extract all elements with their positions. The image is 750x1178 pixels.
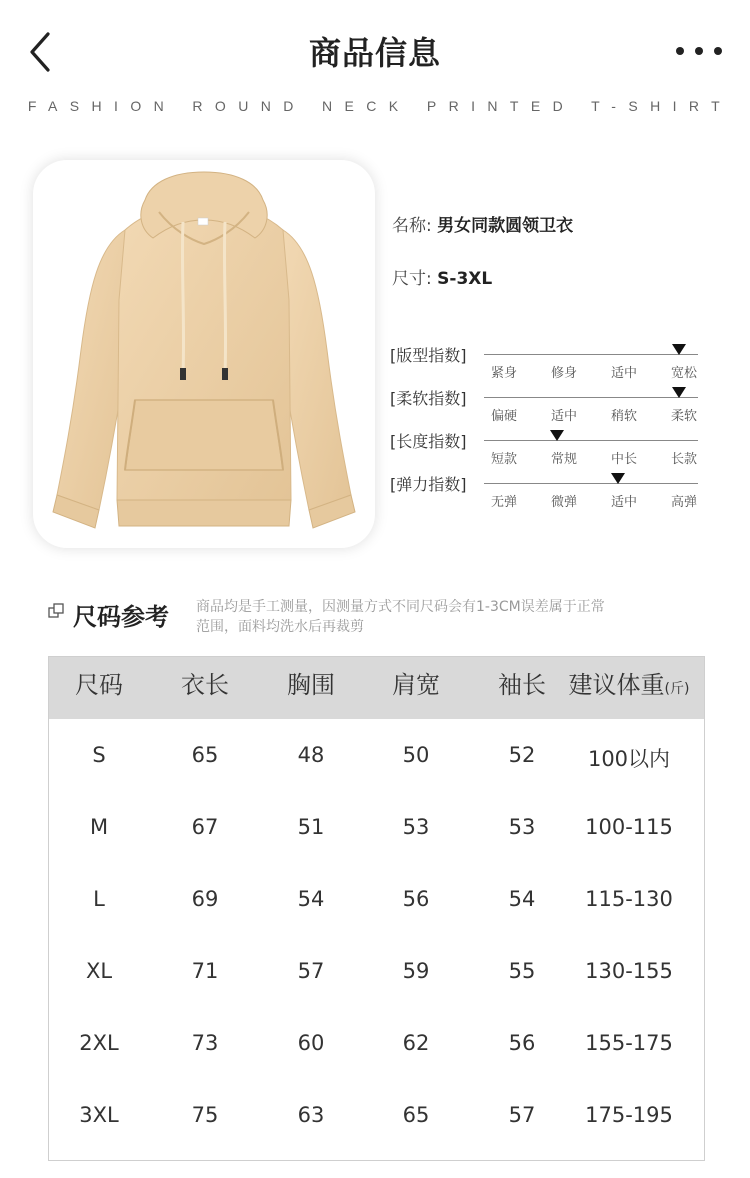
index-option: 稍软 bbox=[610, 409, 637, 424]
index-scale-line bbox=[484, 440, 698, 441]
table-cell: 48 bbox=[297, 743, 325, 767]
table-cell: 53 bbox=[508, 815, 536, 839]
index-option: 长款 bbox=[670, 452, 697, 467]
table-cell: 67 bbox=[191, 815, 219, 839]
table-cell: 62 bbox=[402, 1031, 430, 1055]
index-option: 中长 bbox=[610, 452, 637, 467]
product-name-value: 男女同款圆领卫衣 bbox=[437, 216, 574, 236]
index-scale bbox=[390, 472, 710, 512]
table-cell: 54 bbox=[297, 887, 325, 911]
table-cell: 56 bbox=[508, 1031, 536, 1055]
product-size bbox=[392, 264, 492, 289]
index-option: 短款 bbox=[490, 452, 517, 467]
table-cell: 115-130 bbox=[585, 887, 673, 911]
ruler-icon bbox=[48, 603, 64, 619]
index-option: 高弹 bbox=[670, 495, 697, 510]
table-cell: 50 bbox=[402, 743, 430, 767]
index-option: 无弹 bbox=[490, 495, 517, 510]
index-option: 微弹 bbox=[550, 495, 577, 510]
table-cell: 57 bbox=[297, 959, 325, 983]
size-reference-note: 商品均是手工测量，因测量方式不同尺码会有1-3CM误差属于正常范围，面料均洗水后再裁剪 bbox=[196, 599, 605, 635]
table-cell: 75 bbox=[191, 1103, 219, 1127]
index-marker-icon bbox=[672, 387, 686, 398]
index-scale bbox=[390, 386, 710, 426]
product-name bbox=[392, 211, 573, 236]
table-cell: 55 bbox=[508, 959, 536, 983]
hoodie-image bbox=[33, 160, 375, 548]
index-marker-icon bbox=[550, 430, 564, 441]
table-cell: 65 bbox=[402, 1103, 430, 1127]
index-option: 偏硬 bbox=[490, 409, 517, 424]
table-cell: 71 bbox=[191, 959, 219, 983]
table-header-label: 胸围 bbox=[287, 671, 335, 699]
more-dot-icon bbox=[695, 47, 703, 55]
table-header-cell bbox=[261, 657, 361, 719]
table-cell: 63 bbox=[297, 1103, 325, 1127]
index-label: [弹力指数] bbox=[390, 475, 467, 494]
more-dot-icon bbox=[676, 47, 684, 55]
index-label: [柔软指数] bbox=[390, 389, 467, 408]
table-cell: 54 bbox=[508, 887, 536, 911]
table-header-label: 尺码 bbox=[75, 671, 123, 699]
table-cell: 52 bbox=[508, 743, 536, 767]
product-image-card[interactable] bbox=[33, 160, 375, 548]
index-option: 柔软 bbox=[670, 409, 697, 424]
product-size-value: S-3XL bbox=[437, 269, 493, 289]
table-cell: S bbox=[92, 743, 106, 767]
table-cell: 175-195 bbox=[585, 1103, 673, 1127]
table-cell: 51 bbox=[297, 815, 325, 839]
table-cell: M bbox=[89, 815, 109, 839]
index-option: 紧身 bbox=[490, 366, 517, 381]
index-marker-icon bbox=[611, 473, 625, 484]
index-label: [长度指数] bbox=[390, 432, 467, 451]
table-cell: 65 bbox=[191, 743, 219, 767]
index-option: 宽松 bbox=[670, 366, 697, 381]
weight-unit: (斤) bbox=[664, 681, 690, 697]
table-cell: 155-175 bbox=[585, 1031, 673, 1055]
table-cell: XL bbox=[85, 959, 113, 983]
index-option: 常规 bbox=[550, 452, 577, 467]
index-scale bbox=[390, 343, 710, 383]
size-reference-title: 尺码参考 bbox=[73, 603, 169, 631]
index-label: [版型指数] bbox=[390, 346, 467, 365]
product-size-label: 尺寸: bbox=[392, 269, 432, 289]
more-button[interactable] bbox=[676, 42, 722, 60]
table-cell: 2XL bbox=[79, 1031, 119, 1055]
index-option: 适中 bbox=[610, 495, 637, 510]
table-header-cell bbox=[366, 657, 466, 719]
table-cell: 53 bbox=[402, 815, 430, 839]
table-cell: 60 bbox=[297, 1031, 325, 1055]
index-option: 适中 bbox=[550, 409, 577, 424]
table-cell: 57 bbox=[508, 1103, 536, 1127]
index-option: 适中 bbox=[610, 366, 637, 381]
more-dot-icon bbox=[714, 47, 722, 55]
table-header-label: 建议体重 bbox=[568, 671, 665, 699]
table-cell: 100以内 bbox=[587, 747, 671, 771]
table-cell: 69 bbox=[191, 887, 219, 911]
table-cell: L bbox=[93, 887, 105, 911]
table-cell: 59 bbox=[402, 959, 430, 983]
table-header-label: 肩宽 bbox=[392, 671, 440, 699]
page-subtitle: FASHION ROUND NECK PRINTED T-SHIRT bbox=[27, 98, 733, 114]
index-marker-icon bbox=[672, 344, 686, 355]
table-header-label: 袖长 bbox=[498, 671, 546, 699]
table-header-cell bbox=[49, 657, 149, 719]
table-cell: 73 bbox=[191, 1031, 219, 1055]
index-scale-line bbox=[484, 397, 698, 398]
table-header-cell bbox=[155, 657, 255, 719]
table-header-label: 衣长 bbox=[181, 671, 229, 699]
table-cell: 130-155 bbox=[585, 959, 673, 983]
index-scale-line bbox=[484, 483, 698, 484]
table-cell: 56 bbox=[402, 887, 430, 911]
page-title: 商品信息 bbox=[308, 34, 441, 72]
index-scale bbox=[390, 429, 710, 469]
size-table bbox=[48, 656, 705, 1161]
table-cell: 100-115 bbox=[585, 815, 673, 839]
product-name-label: 名称: bbox=[392, 216, 432, 236]
table-header-cell bbox=[554, 657, 704, 719]
index-scale-line bbox=[484, 354, 698, 355]
table-header bbox=[49, 657, 704, 719]
table-cell: 3XL bbox=[79, 1103, 119, 1127]
index-option: 修身 bbox=[550, 366, 577, 381]
